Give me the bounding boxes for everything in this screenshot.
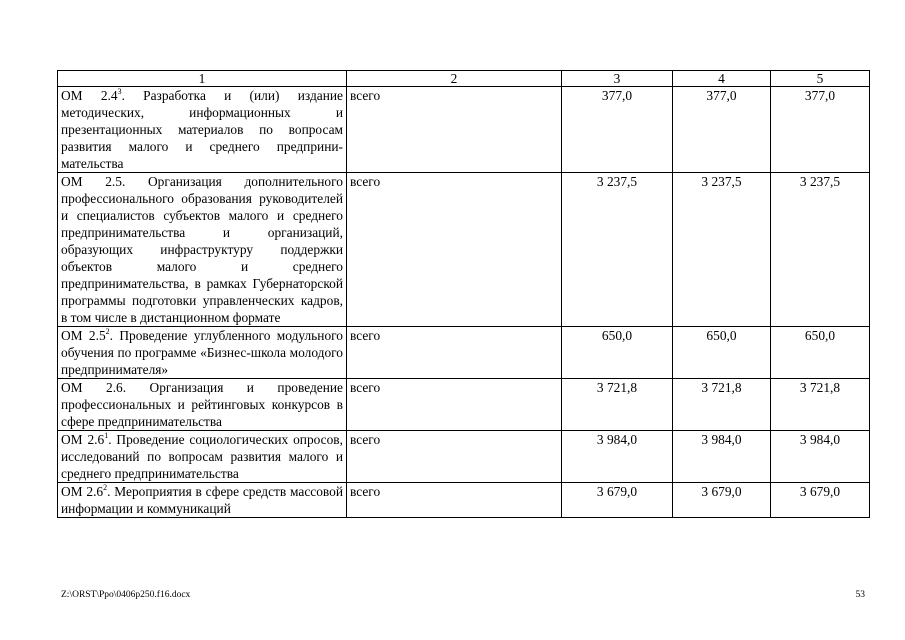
measure-description — [58, 431, 347, 483]
measure-description — [58, 327, 347, 379]
measure-text: . Разработка и (или) издание методических, информационных и презентационных материалов по вопросам развития малого и среднего предпринимательства — [61, 88, 343, 171]
measure-description — [58, 87, 347, 173]
measure-code: ОМ 2.6 — [61, 432, 105, 447]
table-row — [58, 483, 870, 518]
value-col-4: 650,0 — [673, 327, 771, 379]
value-col-4: 3 679,0 — [673, 483, 771, 518]
page-number: 53 — [855, 590, 865, 600]
table-row — [58, 379, 870, 431]
table-row — [58, 87, 870, 173]
value-col-3: 3 679,0 — [562, 483, 673, 518]
value-col-4: 377,0 — [673, 87, 771, 173]
value-col-3: 3 984,0 — [562, 431, 673, 483]
funding-type: всего — [347, 483, 562, 518]
funding-type: всего — [347, 87, 562, 173]
funding-type: всего — [347, 173, 562, 327]
header-col-1: 1 — [58, 71, 347, 87]
measure-text: . Организация дополнительного профессионального образования руководителей и специалистов субъектов малого и среднего предпринимательства и организаций, образующих инфраструктуру поддержки объектов малого и среднего предпринимательства, в рамках Губернаторской программы подготовки управленческих кадров, в том числе в дистанционном формате — [61, 174, 343, 325]
funding-type: всего — [347, 431, 562, 483]
budget-table — [57, 70, 870, 518]
funding-type: всего — [347, 327, 562, 379]
measure-code: ОМ 2.6 — [61, 380, 123, 395]
measure-code: ОМ 2.6 — [61, 484, 104, 499]
measure-code: ОМ 2.5 — [61, 328, 106, 343]
value-col-3: 3 237,5 — [562, 173, 673, 327]
value-col-4: 3 237,5 — [673, 173, 771, 327]
value-col-3: 650,0 — [562, 327, 673, 379]
measure-code: ОМ 2.5 — [61, 174, 122, 189]
measure-text: . Проведение социологических опросов, исследований по вопросам развития малого и среднего предпринимательства — [61, 432, 343, 481]
value-col-3: 3 721,8 — [562, 379, 673, 431]
value-col-3: 377,0 — [562, 87, 673, 173]
value-col-5: 3 679,0 — [771, 483, 870, 518]
value-col-5: 3 721,8 — [771, 379, 870, 431]
table-header-row — [58, 71, 870, 87]
header-col-3: 3 — [562, 71, 673, 87]
value-col-4: 3 721,8 — [673, 379, 771, 431]
measure-text: . Проведение углубленного модульного обучения по программе «Бизнес-школа молодого предпринимателя» — [61, 328, 343, 377]
measure-description — [58, 379, 347, 431]
measure-text: . Мероприятия в сфере средств массовой информации и коммуникаций — [61, 484, 343, 516]
value-col-5: 377,0 — [771, 87, 870, 173]
funding-type: всего — [347, 379, 562, 431]
value-col-5: 650,0 — [771, 327, 870, 379]
measure-superscript: 2 — [105, 326, 110, 336]
measure-text: . Организация и проведение профессиональных и рейтинговых конкурсов в сфере предпринимательства — [61, 380, 343, 429]
footer-file-path: Z:\ORST\Ppo\0406p250.f16.docx — [61, 590, 191, 600]
measure-description — [58, 483, 347, 518]
header-col-2: 2 — [347, 71, 562, 87]
header-col-4: 4 — [673, 71, 771, 87]
measure-superscript: 2 — [103, 482, 108, 492]
value-col-4: 3 984,0 — [673, 431, 771, 483]
table-row — [58, 431, 870, 483]
value-col-5: 3 237,5 — [771, 173, 870, 327]
table-row — [58, 327, 870, 379]
header-col-5: 5 — [771, 71, 870, 87]
measure-description — [58, 173, 347, 327]
measure-code: ОМ 2.4 — [61, 88, 118, 103]
table-row — [58, 173, 870, 327]
value-col-5: 3 984,0 — [771, 431, 870, 483]
measure-superscript: 1 — [104, 430, 109, 440]
measure-superscript: 3 — [117, 86, 122, 96]
